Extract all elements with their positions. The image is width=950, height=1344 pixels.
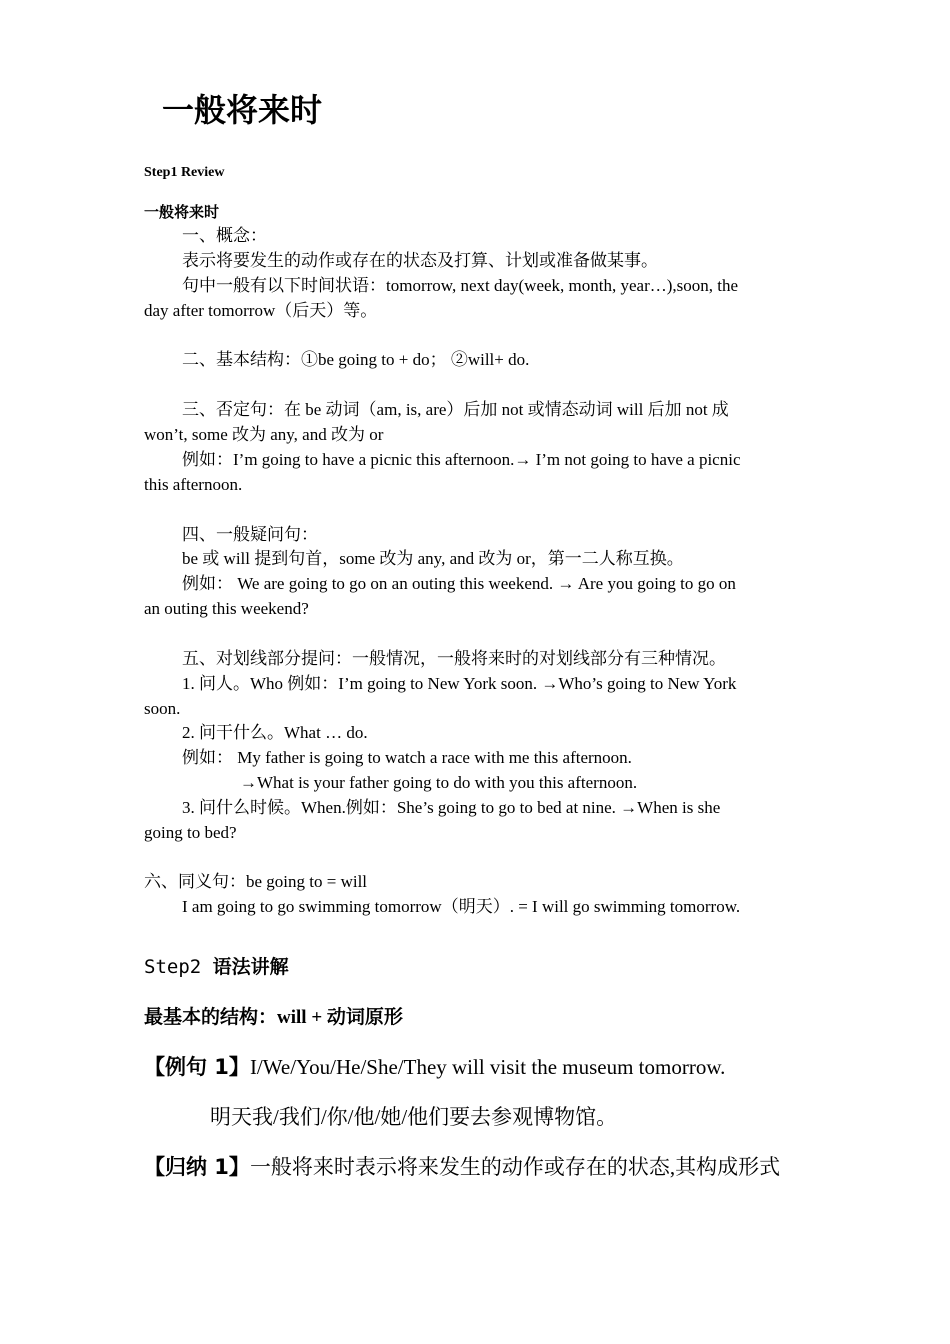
underline-intro: 五、对划线部分提问：一般情况，一般将来时的对划线部分有三种情况。	[182, 649, 726, 668]
step2-prefix: Step2	[144, 956, 213, 978]
basic-structure-heading	[144, 1005, 403, 1030]
synonym-example: I am going to go swimming tomorrow（明天）. = I will go swimming tomorrow.	[182, 897, 741, 916]
question-example-2: an outing this weekend?	[144, 599, 309, 618]
basic-structure-en: will +	[277, 1007, 327, 1028]
summary-1-text: 一般将来时表示将来发生的动作或存在的状态,其构成形式	[249, 1155, 781, 1179]
basic-structure-label: 最基本的结构：	[144, 1006, 278, 1028]
example-1	[144, 1054, 725, 1080]
page-title: 一般将来时	[162, 91, 323, 129]
concept-label: 一、概念：	[182, 226, 267, 245]
step2-heading	[144, 955, 289, 979]
structure-line: 二、基本结构：①be going to + do； ②will+ do.	[182, 350, 530, 369]
example-1-label: 【例句 1】	[144, 1055, 250, 1079]
synonym-label: 六、同义句：be going to = will	[144, 872, 368, 891]
concept-line-1: 表示将要发生的动作或存在的状态及打算、计划或准备做某事。	[182, 251, 658, 270]
underline-point-2: 2. 问干什么。What … do.	[182, 723, 368, 742]
example-1-translation: 明天我/我们/你/他/她/他们要去参观博物馆。	[210, 1105, 618, 1129]
underline-point-2-example-1: 例如： My father is going to watch a race with me this afternoon.	[182, 748, 632, 767]
underline-point-1b: soon.	[144, 699, 181, 718]
section-heading: 一般将来时	[144, 203, 220, 221]
underline-point-3a: 3. 问什么时候。When.例如：She’s going to go to bed at nine. →When is she	[182, 798, 721, 817]
underline-point-3b: going to bed?	[144, 823, 237, 842]
step1-heading: Step1 Review	[144, 165, 225, 180]
concept-line-3: day after tomorrow（后天）等。	[144, 301, 378, 320]
basic-structure-rest: 动词原形	[326, 1006, 403, 1028]
negative-example-1: 例如：I’m going to have a picnic this afternoon.→ I’m not going to have a picnic	[182, 450, 741, 469]
question-label: 四、一般疑问句：	[182, 525, 318, 544]
step2-label: 语法讲解	[212, 956, 289, 978]
question-line-1: be 或 will 提到句首，some 改为 any, and 改为 or，第一二人称互换。	[182, 549, 684, 568]
negative-line-1: 三、否定句：在 be 动词（am, is, are）后加 not 或情态动词 will 后加 not 成	[182, 400, 729, 419]
negative-example-2: this afternoon.	[144, 475, 243, 494]
concept-line-2: 句中一般有以下时间状语：tomorrow, next day(week, month, year…),soon, the	[182, 276, 739, 295]
question-example-1: 例如： We are going to go on an outing this weekend. → Are you going to go on	[182, 574, 736, 593]
negative-line-2: won’t, some 改为 any, and 改为 or	[144, 425, 384, 444]
underline-point-1a: 1. 问人。Who 例如：I’m going to New York soon. →Who’s going to New York	[182, 674, 737, 693]
example-1-text: I/We/You/He/She/They will visit the museum tomorrow.	[249, 1055, 726, 1079]
summary-1-label: 【归纳 1】	[144, 1155, 250, 1179]
summary-1	[144, 1154, 780, 1180]
underline-point-2-example-2: →What is your father going to do with you this afternoon.	[240, 773, 638, 792]
